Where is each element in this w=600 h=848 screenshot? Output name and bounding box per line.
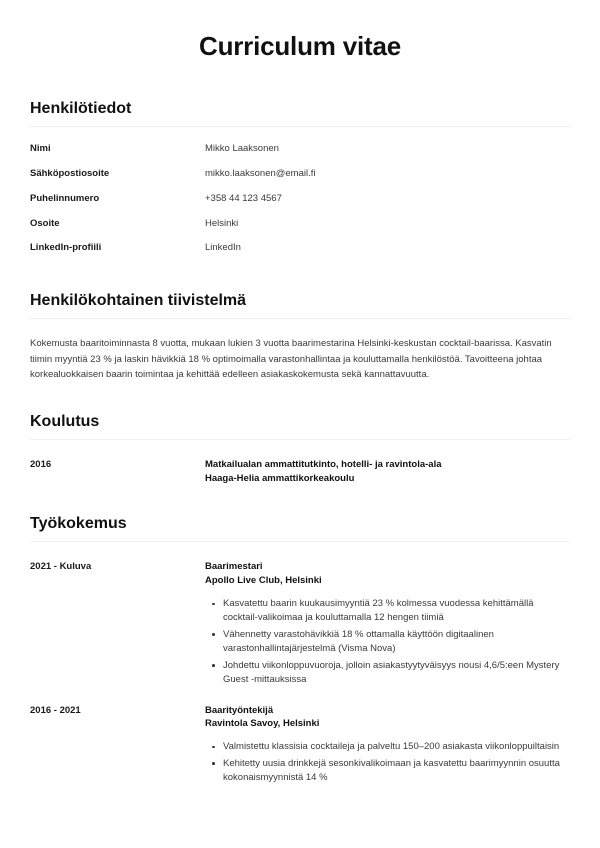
detail-value: Mikko Laaksonen [205,143,279,155]
section-divider [30,439,570,440]
experience-bullet-list [205,740,570,785]
experience-entry [30,560,570,689]
section-education [30,412,570,486]
experience-details [205,704,570,788]
section-heading-summary: Henkilökohtainen tiivistelmä [30,292,247,310]
experience-role: Baarityöntekijä [205,704,274,716]
education-degree: Matkailualan ammattitutkinto, hotelli- ja ravintola-ala [205,458,442,470]
detail-value: +358 44 123 4567 [205,192,282,204]
experience-period: 2016 - 2021 [30,704,81,716]
list-item: Vähennetty varastohävikkiä 18 % ottamalla käyttöön digitaalinen varastonhallintajärjestelmä (Visma Nova) [212,628,570,657]
page-title: Curriculum vitae [199,31,401,61]
detail-label: Puhelinnumero [30,192,100,204]
section-divider [30,318,570,319]
detail-row-address [30,212,570,237]
list-item: Kasvatettu baarin kuukausimyyntiä 23 % kolmessa vuodessa kehittämällä cocktail-valikoimaa ja kouluttamalla 12 hengen tiimiä [212,597,570,626]
experience-period: 2021 - Kuluva [30,561,92,573]
education-school: Haaga-Helia ammattikorkeakoulu [205,472,355,484]
detail-label: Sähköpostiosoite [30,168,110,179]
detail-row-name [30,137,570,162]
list-item: Kehitetty uusia drinkkejä sesonkivalikoimaan ja kasvatettu baarimyynnin osuutta kokonaismyynnistä 14 % [212,757,570,786]
detail-row-linkedin [30,236,570,261]
experience-entry [30,704,570,788]
detail-value: mikko.laaksonen@email.fi [205,168,316,179]
section-divider [30,126,570,127]
education-details [205,458,570,486]
section-work-experience [30,514,570,787]
detail-row-email [30,162,570,187]
section-personal-details [30,99,570,261]
detail-row-phone [30,187,570,212]
section-heading-education: Koulutus [30,412,100,430]
experience-bullet-list [205,597,570,688]
section-personal-summary [30,291,570,382]
summary-paragraph: Kokemusta baaritoiminnasta 8 vuotta, mukaan lukien 3 vuotta baarimestarina Helsinki-keskustan cocktail-baarissa. Kasvatin tiimin myyntiä 23 % ja laskin hävikkiä 18 % optimoimalla varastonhallintaa ja kouluttamalla henkilöstöä. Tavoitteena johtaa korkealuokkaisen baarin toimintaa ja kehittää edelleen asiakaskokemusta sekä kannattavuutta. [30,338,552,381]
education-list [30,458,570,486]
experience-list [30,560,570,787]
section-heading-personal-details: Henkilötiedot [30,100,132,117]
detail-label: Osoite [30,217,60,229]
personal-details-list [30,137,570,261]
experience-role: Baarimestari [205,561,263,573]
education-period: 2016 [30,458,52,470]
list-item: Valmistettu klassisia cocktaileja ja palveltu 150–200 asiakasta viikonloppuiltaisin [212,740,570,754]
experience-employer: Apollo Live Club, Helsinki [205,575,322,587]
detail-value: Helsinki [205,217,239,229]
detail-value-linkedin[interactable]: LinkedIn [205,242,241,254]
experience-details [205,560,570,689]
experience-employer: Ravintola Savoy, Helsinki [205,718,320,730]
detail-label: Nimi [30,143,51,155]
section-divider [30,541,570,542]
list-item: Johdettu viikonloppuvuoroja, jolloin asiakastyytyväisyys nousi 4,6/5:een Mystery Guest -mittauksissa [212,659,570,688]
detail-label: LinkedIn-profiili [30,242,102,254]
section-heading-experience: Työkokemus [30,515,127,533]
education-entry [30,458,570,486]
